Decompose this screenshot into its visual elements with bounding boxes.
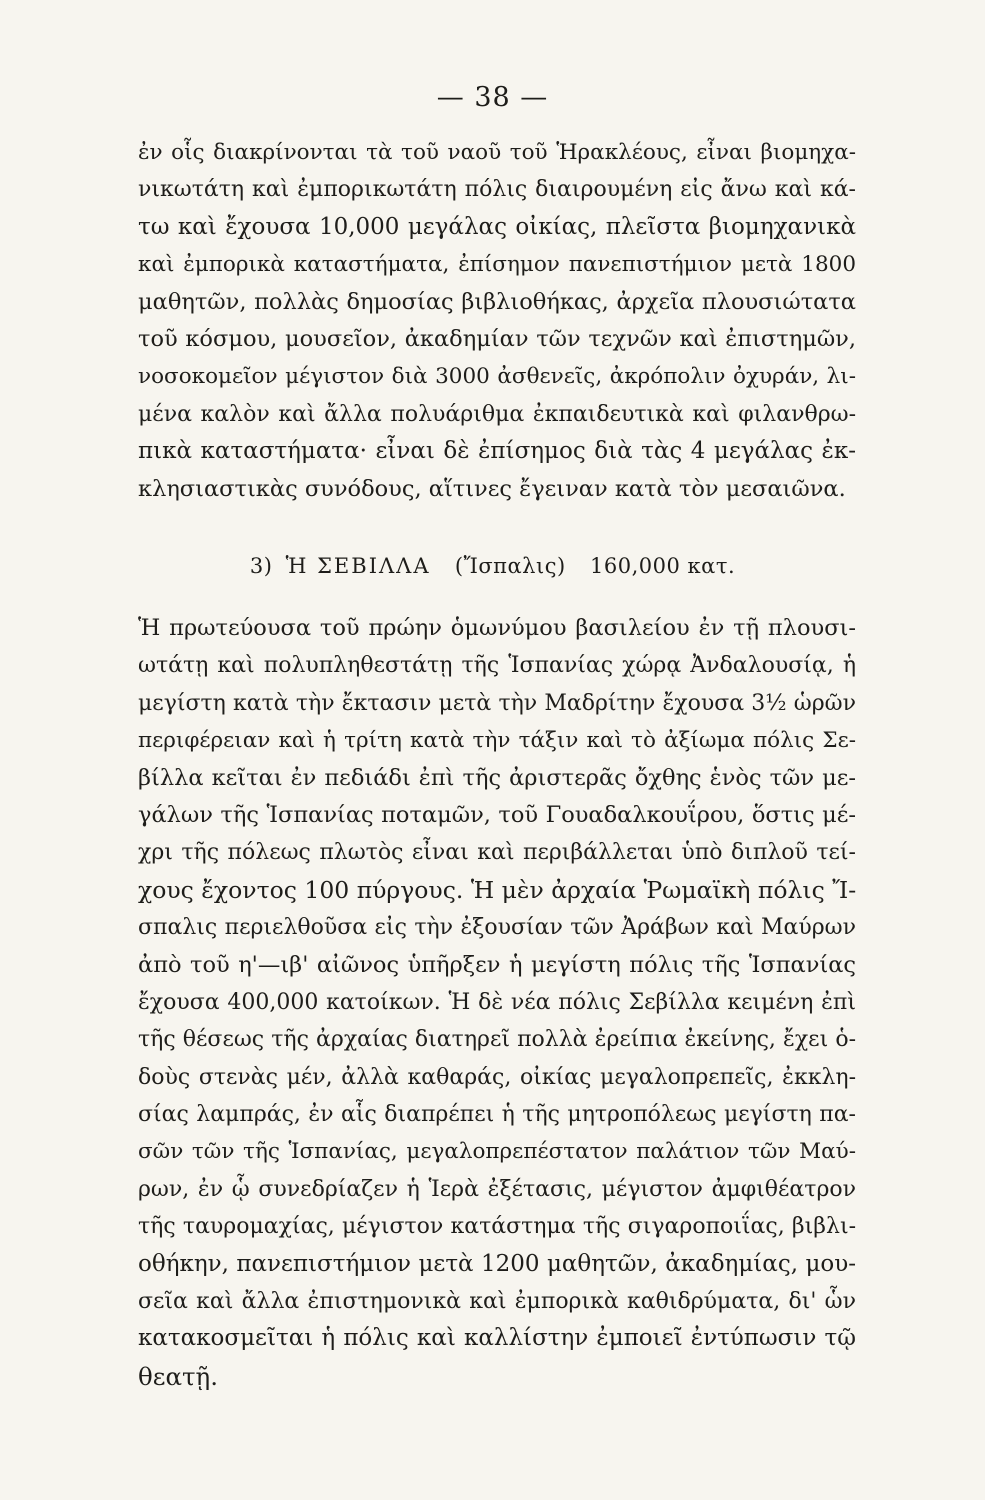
text-line: βίλλα κεῖται ἐν πεδιάδι ἐπὶ τῆς ἀριστερᾶς ὄχθης ἑνὸς τῶν με- <box>138 764 856 791</box>
text-line: νικωτάτη καὶ ἐμπορικωτάτη πόλις διαιρουμένη εἰς ἄνω καὶ κά- <box>138 177 856 203</box>
text-line: ρων, ἐν ᾧ συνεδρίαζεν ἡ Ἱερὰ ἐξέτασις, μέγιστον ἀμφιθέατρον <box>138 1176 856 1202</box>
text-line: σῶν τῶν τῆς Ἱσπανίας, μεγαλοπρεπέστατον παλάτιον τῶν Μαύ- <box>138 1139 856 1165</box>
text-line: νοσοκομεῖον μέγιστον διὰ 3000 ἀσθενεῖς, ἀκρόπολιν ὀχυράν, λι- <box>138 364 856 390</box>
text-line: δοὺς στενὰς μέν, ἀλλὰ καθαράς, οἰκίας μεγαλοπρεπεῖς, ἐκκλη- <box>138 1064 856 1090</box>
section-heading-seville <box>0 554 985 578</box>
section-population: 160,000 κατ. <box>590 554 736 578</box>
text-line: σίας λαμπράς, ἐν αἷς διαπρέπει ἡ τῆς μητροπόλεως μεγίστη πα- <box>138 1102 856 1128</box>
text-line: ωτάτῃ καὶ πολυπληθεστάτῃ τῆς Ἱσπανίας χώρᾳ Ἀνδαλουσίᾳ, ἡ <box>138 653 856 679</box>
text-line: Ἡ πρωτεύουσα τοῦ πρώην ὁμωνύμου βασιλείου ἐν τῇ πλουσι- <box>138 615 856 641</box>
text-line: κατακοσμεῖται ἡ πόλις καὶ καλλίστην ἐμποιεῖ ἐντύπωσιν τῷ <box>138 1325 856 1352</box>
text-line: ἐν οἷς διακρίνονται τὰ τοῦ ναοῦ τοῦ Ἡρακλέους, εἶναι βιομηχα- <box>138 140 856 165</box>
text-line: τω καὶ ἔχουσα 10,000 μεγάλας οἰκίας, πλεῖστα βιομηχανικὰ <box>138 213 856 240</box>
text-line: ἔχουσα 400,000 κατοίκων. Ἡ δὲ νέα πόλις Σεβίλλα κειμένη ἐπὶ <box>138 989 856 1015</box>
text-line: θεατῇ. <box>138 1361 219 1391</box>
text-line: τῆς ταυρομαχίας, μέγιστον κατάστημα τῆς σιγαροποιΐας, βιβλι- <box>138 1214 856 1240</box>
text-line: μαθητῶν, πολλὰς δημοσίας βιβλιοθήκας, ἀρχεῖα πλουσιώτατα <box>138 288 856 315</box>
text-line: μένα καλὸν καὶ ἄλλα πολυάριθμα ἐκπαιδευτικὰ καὶ φιλανθρω- <box>138 401 856 427</box>
text-line: καὶ ἐμπορικὰ καταστήματα, ἐπίσημον πανεπιστήμιον μετὰ 1800 <box>138 252 856 278</box>
text-line: γάλων τῆς Ἱσπανίας ποταμῶν, τοῦ Γουαδαλκουΐρου, ὅστις μέ- <box>138 801 856 828</box>
text-line: τῆς θέσεως τῆς ἀρχαίας διατηρεῖ πολλὰ ἐρείπια ἐκείνης, ἔχει ὁ- <box>138 1027 856 1053</box>
paragraph-seville <box>138 610 856 1395</box>
text-line: χρι τῆς πόλεως πλωτὸς εἶναι καὶ περιβάλλεται ὑπὸ διπλοῦ τεί- <box>138 840 856 866</box>
section-number: 3) <box>249 554 273 578</box>
text-line: τοῦ κόσμου, μουσεῖον, ἀκαδημίαν τῶν τεχνῶν καὶ ἐπιστημῶν, <box>138 325 856 352</box>
text-line: κλησιαστικὰς συνόδους, αἵτινες ἔγειναν κατὰ τὸν μεσαιῶνα. <box>138 475 846 502</box>
text-line: χους ἔχοντος 100 πύργους. Ἡ μὲν ἀρχαία Ῥωμαϊκὴ πόλις Ἴ- <box>138 875 856 904</box>
page-number: — 38 — <box>436 82 549 113</box>
text-line: οθήκην, πανεπιστήμιον μετὰ 1200 μαθητῶν, ἀκαδημίας, μου- <box>138 1250 856 1277</box>
text-line: ἀπὸ τοῦ η'—ιβ' αἰῶνος ὑπῆρξεν ἡ μεγίστη πόλις τῆς Ἱσπανίας <box>138 951 856 978</box>
paragraph-cadiz-continuation <box>138 134 856 508</box>
text-line: περιφέρειαν καὶ ἡ τρίτη κατὰ τὴν τάξιν καὶ τὸ ἀξίωμα πόλις Σε- <box>138 728 856 754</box>
text-line: μεγίστη κατὰ τὴν ἔκτασιν μετὰ τὴν Μαδρίτην ἔχουσα 3½ ὡρῶν <box>138 690 856 716</box>
section-alt-name: (Ἴσπαλις) <box>454 554 566 578</box>
text-line: σπαλις περιελθοῦσα εἰς τὴν ἐξουσίαν τῶν Ἀράβων καὶ Μαύρων <box>138 915 856 941</box>
text-line: πικὰ καταστήματα· εἶναι δὲ ἐπίσημος διὰ τὰς 4 μεγάλας ἐκ- <box>138 438 856 465</box>
text-line: σεῖα καὶ ἄλλα ἐπιστημονικὰ καὶ ἐμπορικὰ καθιδρύματα, δι' ὧν <box>138 1289 856 1315</box>
section-title: Ἡ ΣΕΒΙΛΛΑ <box>285 554 431 578</box>
